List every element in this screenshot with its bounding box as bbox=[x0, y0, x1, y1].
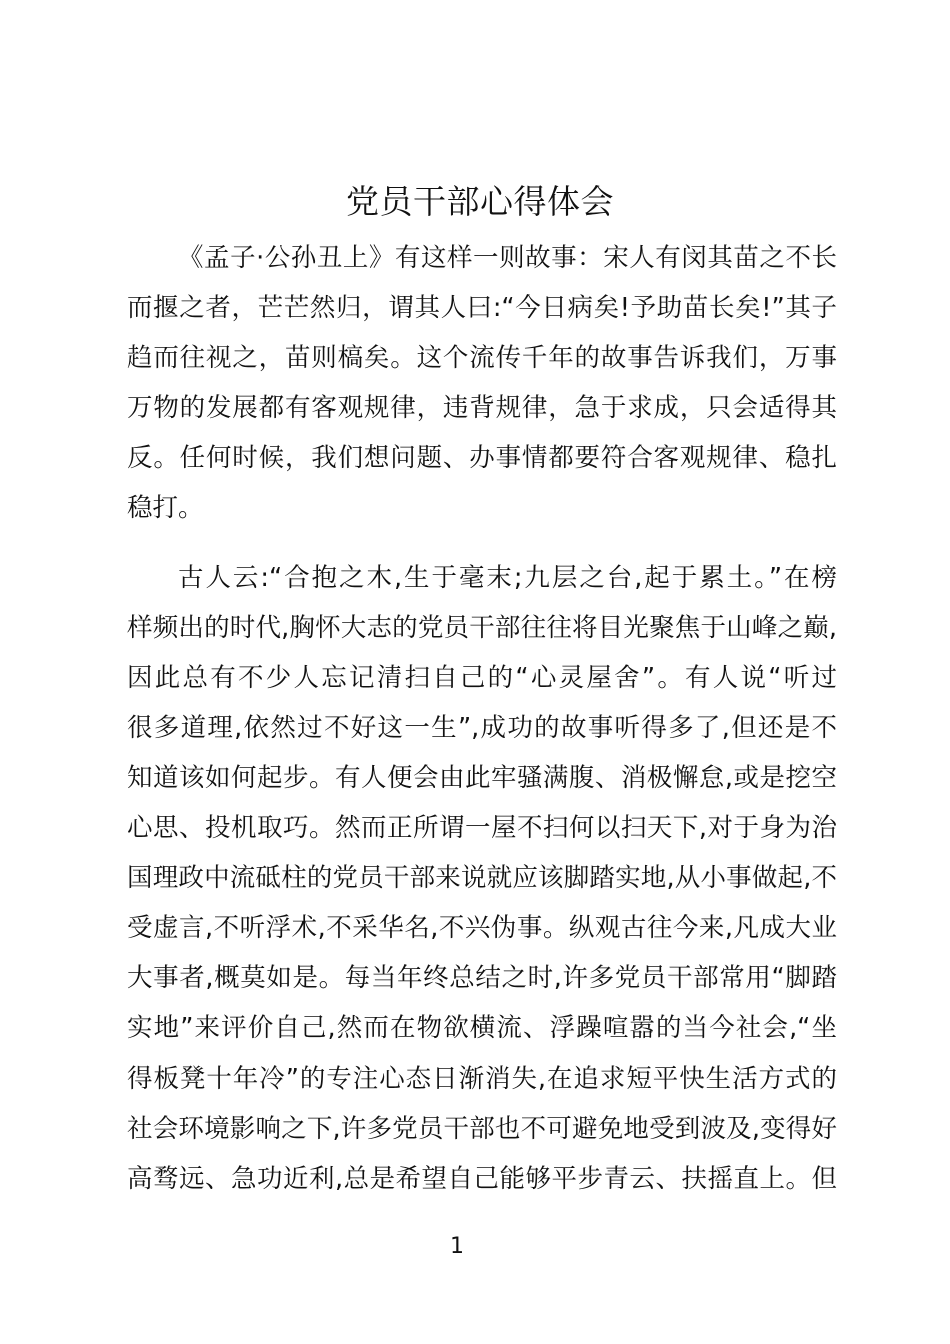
text-line: 而揠之者，芒芒然归，谓其人曰:“今日病矣!予助苗长矣!”其子 bbox=[127, 293, 837, 324]
paragraph-spacer bbox=[127, 534, 837, 553]
text-line: 反。任何时候，我们想问题、办事情都要符合客观规律、稳扎 bbox=[127, 443, 837, 474]
text-line: 心思、投机取巧。然而正所谓一屋不扫何以扫天下,对于身为治 bbox=[127, 813, 837, 844]
text-line: 万物的发展都有客观规律，违背规律，急于求成，只会适得其 bbox=[127, 393, 837, 424]
text-line: 得板凳十年冷”的专注心态日渐消失,在追求短平快生活方式的 bbox=[127, 1063, 837, 1094]
text-line: 国理政中流砥柱的党员干部来说就应该脚踏实地,从小事做起,不 bbox=[127, 863, 837, 894]
text-line: 社会环境影响之下,许多党员干部也不可避免地受到波及,变得好 bbox=[127, 1113, 837, 1144]
document-title: 党员干部心得体会 bbox=[346, 182, 614, 221]
text-line: 很多道理,依然过不好这一生”,成功的故事听得多了,但还是不 bbox=[127, 712, 837, 743]
text-line: 样频出的时代,胸怀大志的党员干部往往将目光聚焦于山峰之巅, bbox=[127, 612, 837, 643]
text-line: 古人云:“合抱之木,生于毫末;九层之台,起于累土。”在榜 bbox=[178, 562, 837, 593]
text-line: 稳打。 bbox=[127, 493, 204, 524]
paragraph bbox=[127, 553, 837, 1204]
paragraph bbox=[127, 233, 837, 534]
text-line: 知道该如何起步。有人便会由此牢骚满腹、消极懈怠,或是挖空 bbox=[127, 762, 837, 793]
text-line: 受虚言,不听浮术,不采华名,不兴伪事。纵观古往今来,凡成大业 bbox=[127, 913, 837, 944]
text-line: 《孟子·公孙丑上》有这样一则故事：宋人有闵其苗之不长 bbox=[178, 243, 837, 273]
text-line: 实地”来评价自己,然而在物欲横流、浮躁喧嚣的当今社会,“坐 bbox=[127, 1013, 837, 1044]
document-body bbox=[127, 233, 837, 1204]
page-number: 1 bbox=[450, 1234, 464, 1259]
text-line: 因此总有不少人忘记清扫自己的“心灵屋舍”。有人说“听过 bbox=[127, 662, 837, 693]
text-line: 高骛远、急功近利,总是希望自己能够平步青云、扶摇直上。但 bbox=[127, 1163, 837, 1194]
text-line: 趋而往视之，苗则槁矣。这个流传千年的故事告诉我们，万事 bbox=[127, 343, 837, 374]
text-line: 大事者,概莫如是。每当年终总结之时,许多党员干部常用“脚踏 bbox=[127, 963, 837, 994]
